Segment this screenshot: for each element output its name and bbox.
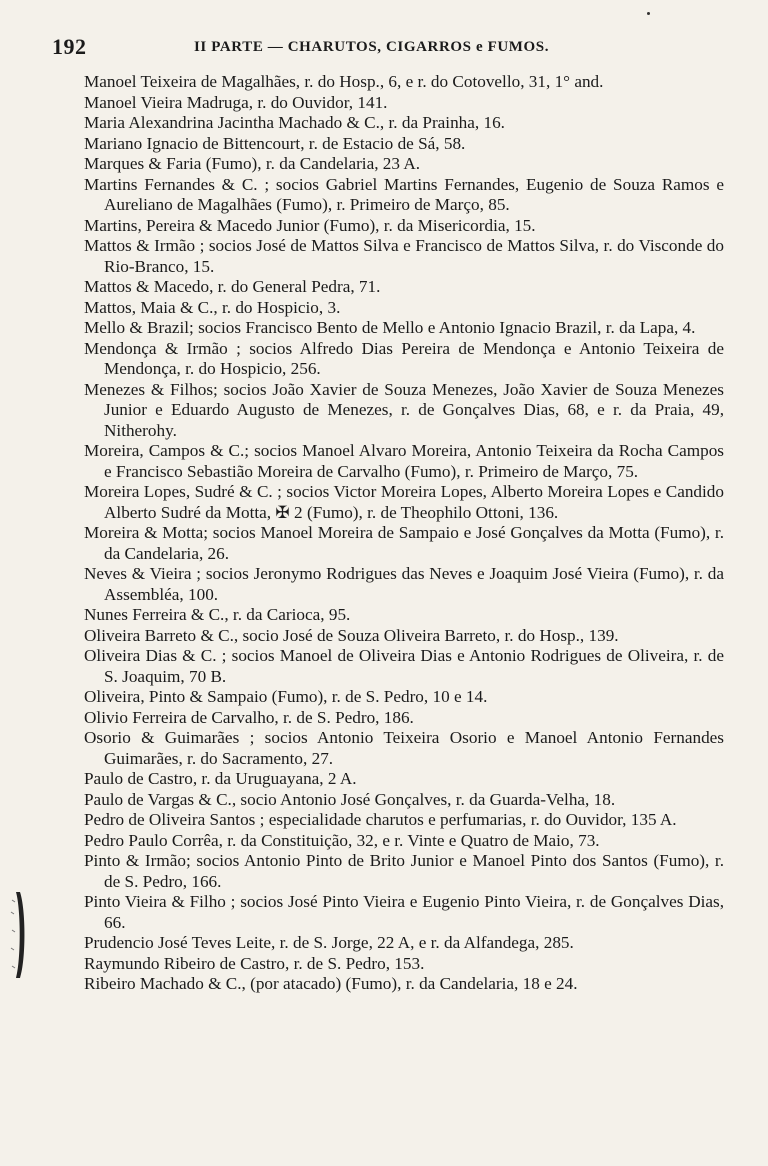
directory-entry: Mariano Ignacio de Bittencourt, r. de Estacio de Sá, 58. — [84, 133, 466, 153]
directory-entry: Menezes & Filhos; socios João Xavier de Souza Menezes, João Xavier de Souza Menezes Junior e Eduardo Augusto de Menezes, r. de Gonçalves Dias, 68, e r. da Praia, 49, Nitherohy. — [84, 379, 724, 440]
directory-entry: Moreira & Motta; socios Manoel Moreira de Sampaio e José Gonçalves da Motta (Fumo), r. da Candelaria, 26. — [84, 523, 724, 563]
directory-entry: Mello & Brazil; socios Francisco Bento de Mello e Antonio Ignacio Brazil, r. da Lapa, 4. — [84, 318, 696, 337]
ink-speck — [647, 12, 650, 15]
directory-entry: Manoel Teixeira de Magalhães, r. do Hosp., 6, e r. do Cotovello, 31, 1° and. — [84, 72, 604, 91]
directory-entry: Pedro de Oliveira Santos ; especialidade charutos e perfumarias, r. do Ouvidor, 135 A. — [84, 810, 677, 829]
page-header — [52, 34, 724, 64]
directory-entry: Mattos, Maia & C., r. do Hospicio, 3. — [84, 297, 341, 317]
directory-entry: Oliveira Barreto & C., socio José de Souza Oliveira Barreto, r. do Hosp., 139. — [84, 625, 619, 645]
directory-entry: Martins Fernandes & C. ; socios Gabriel Martins Fernandes, Eugenio de Souza Ramos e Aureliano de Magalhães (Fumo), r. Primeiro de Março, 85. — [84, 174, 724, 214]
directory-entry: Martins, Pereira & Macedo Junior (Fumo), r. da Misericordia, 15. — [84, 215, 536, 235]
page-number: 192 — [52, 34, 87, 59]
directory-entry: Prudencio José Teves Leite, r. de S. Jorge, 22 A, e r. da Alfandega, 285. — [84, 933, 574, 952]
directory-entry: Paulo de Castro, r. da Uruguayana, 2 A. — [84, 769, 357, 788]
directory-entry: Pedro Paulo Corrêa, r. da Constituição, 32, e r. Vinte e Quatro de Maio, 73. — [84, 830, 600, 850]
entry-list — [84, 72, 724, 995]
directory-entry: Osorio & Guimarães ; socios Antonio Teixeira Osorio e Manoel Antonio Fernandes Guimarães, r. do Sacramento, 27. — [84, 728, 724, 768]
directory-page — [52, 34, 724, 995]
directory-entry: Nunes Ferreira & C., r. da Carioca, 95. — [84, 605, 351, 624]
directory-entry: Moreira, Campos & C.; socios Manoel Alvaro Moreira, Antonio Teixeira da Rocha Campos e Francisco Sebastião Moreira de Carvalho (Fumo), r. Primeiro de Março, 75. — [84, 441, 724, 481]
directory-entry: Oliveira Dias & C. ; socios Manoel de Oliveira Dias e Antonio Rodrigues de Oliveira, r. de S. Joaquim, 70 B. — [84, 646, 724, 686]
directory-entry: Pinto Vieira & Filho ; socios José Pinto Vieira e Eugenio Pinto Vieira, r. de Gonçalves Dias, 66. — [84, 892, 724, 932]
directory-entry: Mattos & Macedo, r. do General Pedra, 71. — [84, 277, 381, 296]
directory-entry: Raymundo Ribeiro de Castro, r. de S. Pedro, 153. — [84, 953, 425, 973]
directory-entry: Neves & Vieira ; socios Jeronymo Rodrigues das Neves e Joaquim José Vieira (Fumo), r. da Assembléa, 100. — [84, 564, 724, 604]
directory-entry: Moreira Lopes, Sudré & C. ; socios Victor Moreira Lopes, Alberto Moreira Lopes e Candido Alberto Sudré da Motta, ✠ 2 (Fumo), r. de Theophilo Ottoni, 136. — [84, 482, 724, 522]
directory-entry: Oliveira, Pinto & Sampaio (Fumo), r. de S. Pedro, 10 e 14. — [84, 687, 488, 706]
directory-entry: Maria Alexandrina Jacintha Machado & C., r. da Prainha, 16. — [84, 113, 505, 132]
directory-entry: Ribeiro Machado & C., (por atacado) (Fumo), r. da Candelaria, 18 e 24. — [84, 974, 578, 993]
directory-entry: Pinto & Irmão; socios Antonio Pinto de Brito Junior e Manoel Pinto dos Santos (Fumo), r. de S. Pedro, 166. — [84, 851, 724, 891]
directory-entry: Manoel Vieira Madruga, r. do Ouvidor, 141. — [84, 92, 388, 112]
directory-entry: Olivio Ferreira de Carvalho, r. de S. Pedro, 186. — [84, 707, 414, 727]
directory-entry: Mattos & Irmão ; socios José de Mattos Silva e Francisco de Mattos Silva, r. do Visconde do Rio-Branco, 15. — [84, 236, 724, 276]
binding-mark — [10, 890, 28, 980]
directory-entry: Mendonça & Irmão ; socios Alfredo Dias Pereira de Mendonça e Antonio Teixeira de Mendonça, r. do Hospicio, 256. — [84, 338, 724, 378]
running-title: II PARTE — CHARUTOS, CIGARROS e FUMOS. — [194, 39, 550, 55]
directory-entry: Marques & Faria (Fumo), r. da Candelaria, 23 A. — [84, 154, 421, 173]
directory-entry: Paulo de Vargas & C., socio Antonio José Gonçalves, r. da Guarda-Velha, 18. — [84, 789, 616, 809]
